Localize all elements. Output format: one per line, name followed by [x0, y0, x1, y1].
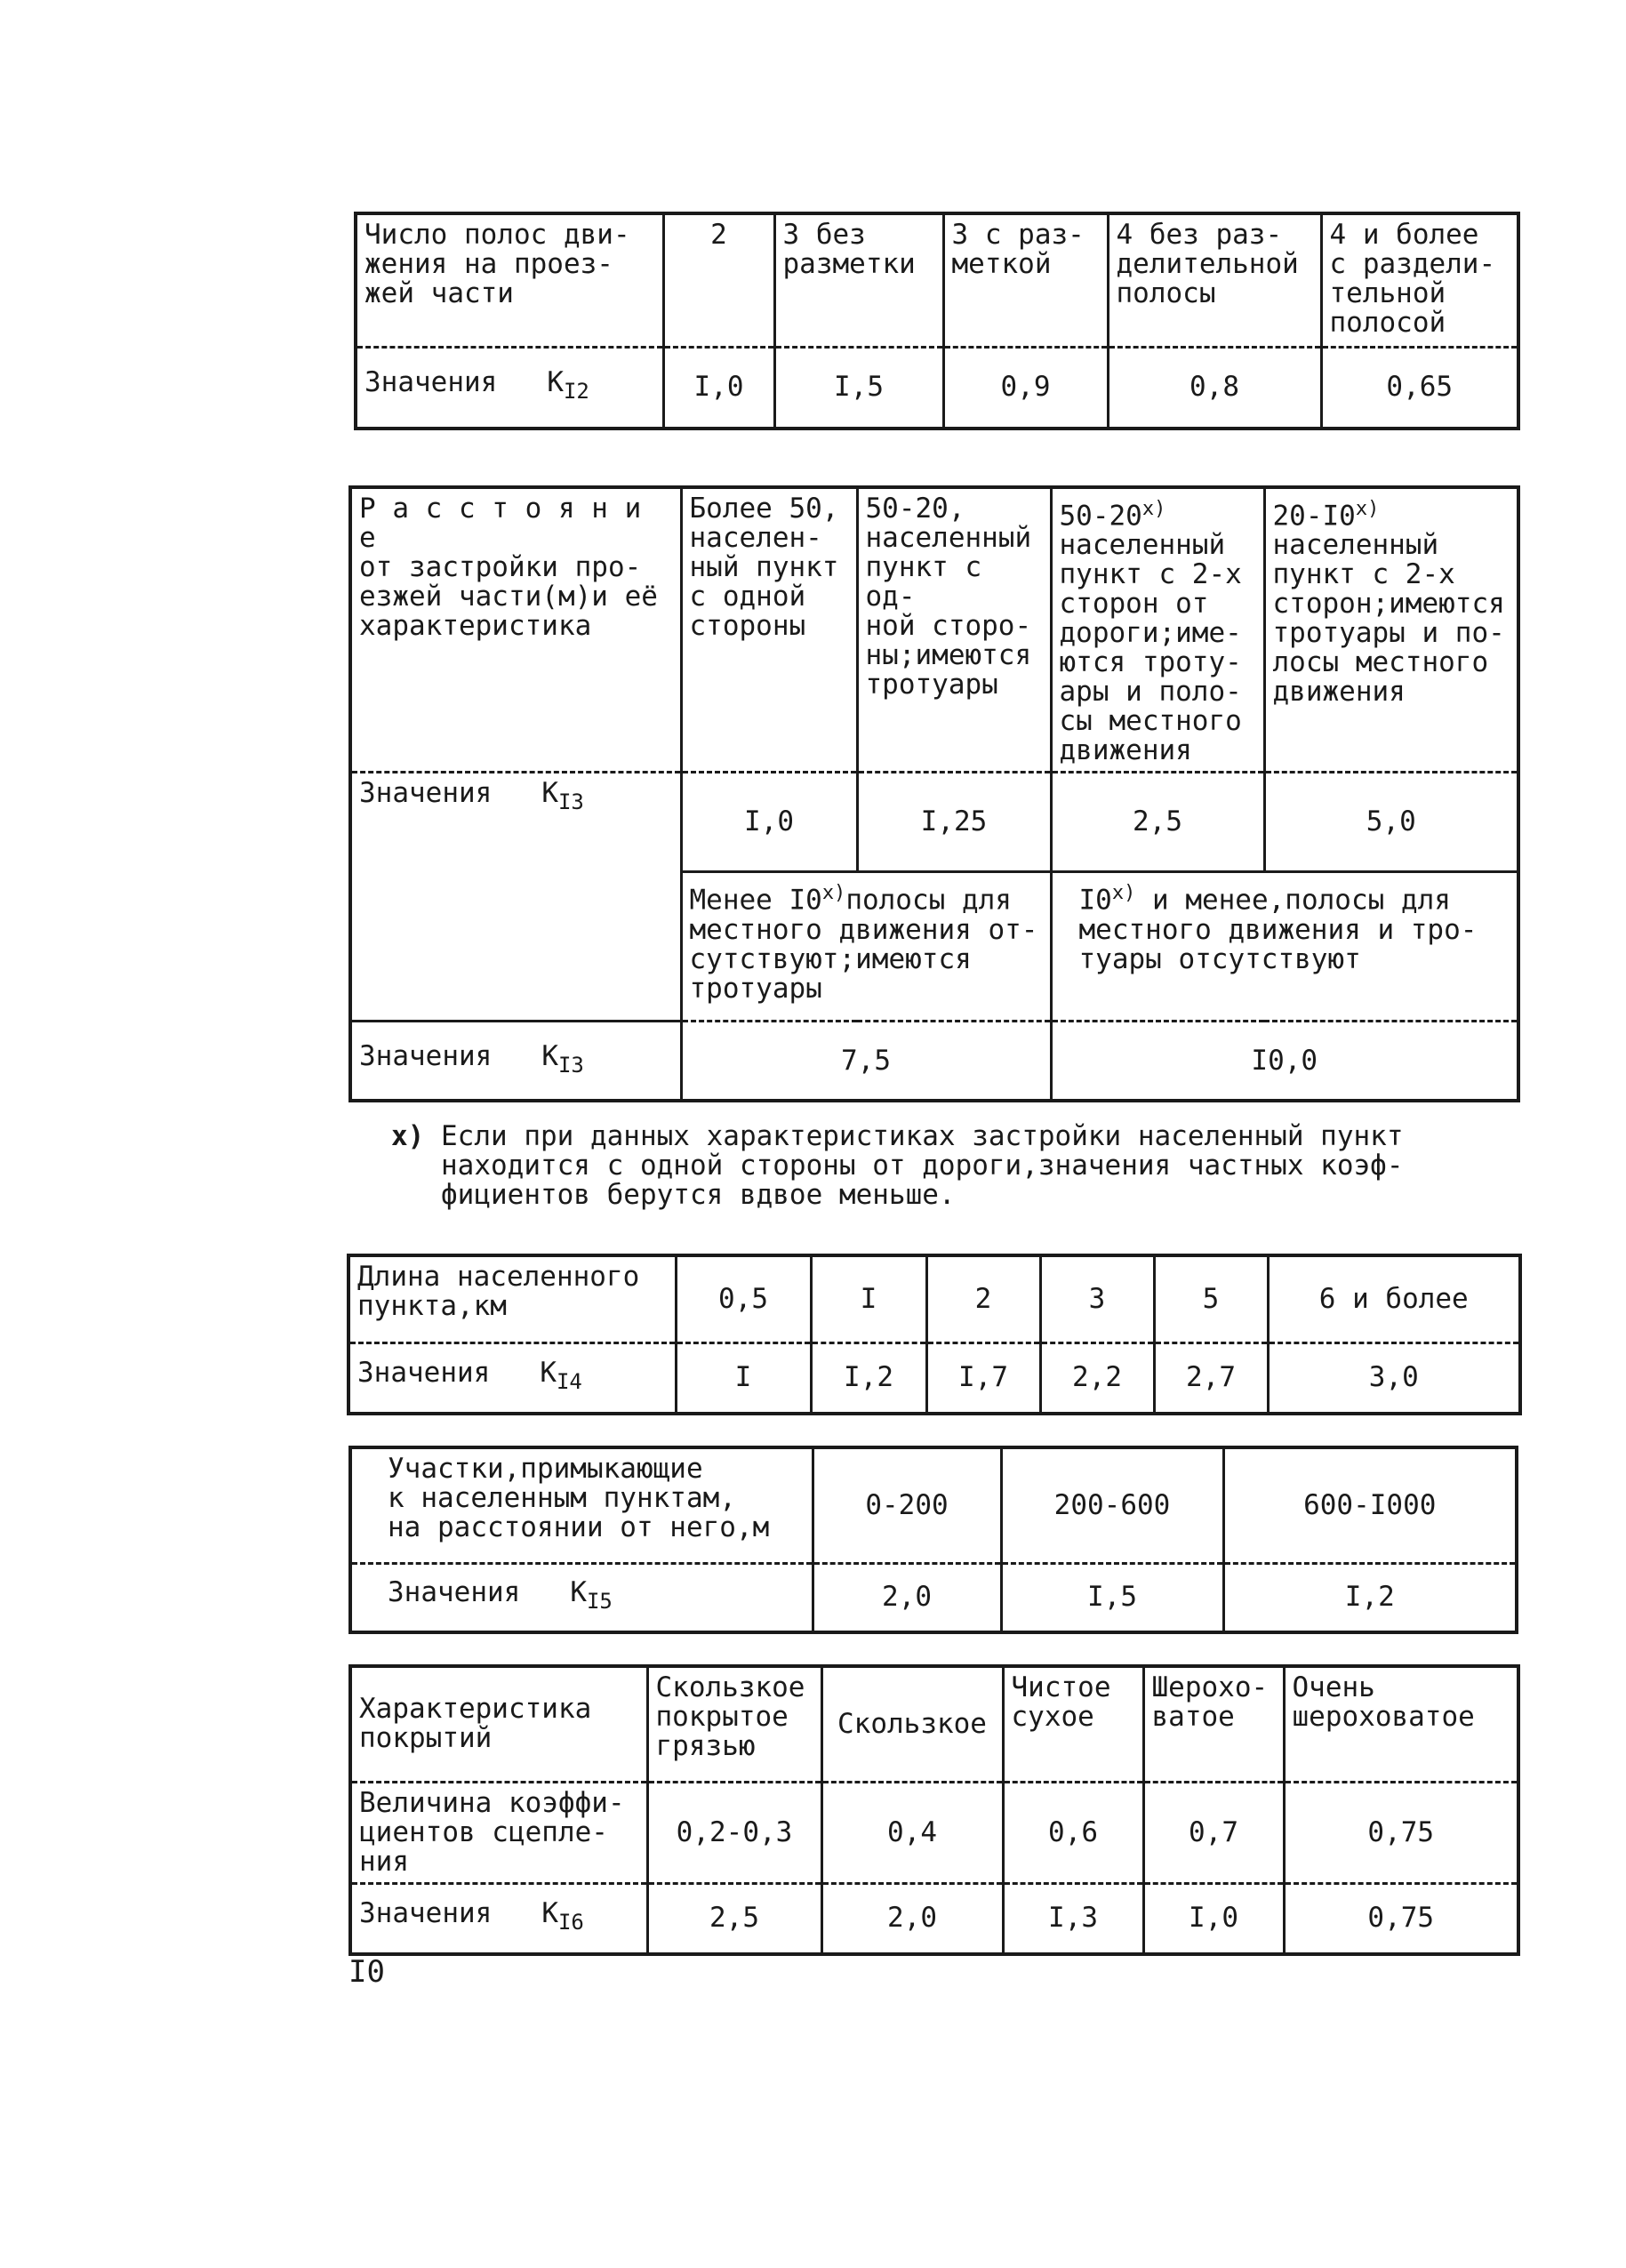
distance-lower-value-2: I0,0 — [1051, 1022, 1518, 1101]
distance-col-3-text: населенный пункт с 2-х сторон от дороги;име- ются троту- ары и поло- сы местного движения — [1059, 529, 1242, 767]
surface-row1-label: Величина коэффи- циентов сцепле- ния — [350, 1782, 647, 1883]
surface-col-1: Скользкое покрытое грязью — [647, 1666, 821, 1782]
lanes-header-label: Число полос дви- жения на проез- жей части — [356, 213, 663, 347]
coef-symbol: K — [540, 1357, 557, 1390]
adjacent-value-2: I,5 — [1001, 1563, 1223, 1632]
row-label-text: Значения — [364, 366, 498, 399]
surface-row2-label — [350, 1883, 647, 1954]
length-header-label: Длина населенного пункта,км — [348, 1255, 676, 1342]
coef-subscript: I3 — [557, 789, 584, 815]
coef-subscript: I4 — [556, 1369, 582, 1395]
lanes-col-4: 4 без раз- делительной полосы — [1108, 213, 1321, 347]
lanes-value-3: 0,9 — [943, 347, 1108, 429]
table-distance — [348, 485, 1520, 1102]
distance-lower-left — [681, 872, 1051, 1022]
surface-row2-value-2: 2,0 — [821, 1883, 1003, 1954]
lanes-col-3: 3 с раз- меткой — [943, 213, 1108, 347]
coef-symbol: K — [570, 1576, 587, 1609]
adjacent-col-1: 0-200 — [813, 1447, 1001, 1563]
distance-row-label — [350, 773, 681, 1022]
surface-row1-value-1: 0,2-0,3 — [647, 1782, 821, 1883]
length-col-2: I — [811, 1255, 926, 1342]
lower-right-text: и менее,полосы для местного движения и тро- туары отсутствуют — [1078, 884, 1478, 975]
lanes-row-label — [356, 347, 663, 429]
table-surface — [348, 1664, 1520, 1956]
surface-row1-value-2: 0,4 — [821, 1782, 1003, 1883]
footnote-text: Если при данных характеристиках застройки населенный пункт находится с одной стороны от дороги,значения частных коэф- фициентов берутся вдвое меньше. — [441, 1120, 1404, 1211]
footnote — [391, 1122, 1511, 1210]
lanes-value-2: I,5 — [774, 347, 943, 429]
lower-left-text: полосы для местного движения от- сутствуют;имеются тротуары — [689, 884, 1038, 1005]
adjacent-col-2: 200-600 — [1001, 1447, 1223, 1563]
distance-col-4-text: населенный пункт с 2-х сторон;имеются тротуары и по- лосы местного движения — [1272, 529, 1505, 709]
distance-header-label: Р а с с т о я н и е от застройки про- езжей части(м)и её характеристика — [350, 487, 681, 773]
length-value-2: I,2 — [811, 1342, 926, 1414]
lanes-value-1: I,0 — [663, 347, 774, 429]
row-label-text: Значения — [359, 1039, 493, 1072]
length-col-1: 0,5 — [676, 1255, 811, 1342]
length-value-6: 3,0 — [1268, 1342, 1520, 1414]
page-number: I0 — [348, 1954, 385, 1990]
row-label-text: Значения — [357, 1357, 491, 1390]
lower-left-range: Менее I0 — [689, 884, 822, 917]
surface-header-label: Характеристика покрытий — [350, 1666, 647, 1782]
surface-row2-value-5: 0,75 — [1284, 1883, 1518, 1954]
surface-row2-value-1: 2,5 — [647, 1883, 821, 1954]
distance-col-2: 50-20, населенный пункт с од- ной сторо- ны;имеются тротуары — [857, 487, 1051, 773]
footnote-ref: x) — [1141, 498, 1166, 520]
row-label-text: Значения — [359, 777, 493, 810]
adjacent-header-label: Участки,примыкающие к населенным пунктам, на расстоянии от него,м — [350, 1447, 813, 1563]
row-label-text: Значения — [359, 1897, 493, 1930]
distance-lower-right — [1051, 872, 1518, 1022]
surface-row2-value-3: I,3 — [1003, 1883, 1143, 1954]
lanes-col-1: 2 — [663, 213, 774, 347]
row-label-text: Значения — [388, 1576, 521, 1609]
surface-row1-value-4: 0,7 — [1143, 1782, 1284, 1883]
adjacent-value-3: I,2 — [1223, 1563, 1517, 1632]
length-col-6: 6 и более — [1268, 1255, 1520, 1342]
coef-subscript: I5 — [586, 1589, 613, 1615]
lanes-value-5: 0,65 — [1321, 347, 1518, 429]
adjacent-row-label — [350, 1563, 813, 1632]
length-col-3: 2 — [926, 1255, 1040, 1342]
table-lanes — [354, 212, 1520, 430]
surface-row1-value-5: 0,75 — [1284, 1782, 1518, 1883]
length-value-4: 2,2 — [1040, 1342, 1154, 1414]
coef-symbol: K — [541, 777, 558, 810]
table-adjacent-sections — [348, 1446, 1518, 1634]
surface-col-4: Шерохо- ватое — [1143, 1666, 1284, 1782]
distance-value-4: 5,0 — [1264, 773, 1518, 872]
footnote-mark: x) — [391, 1120, 425, 1152]
adjacent-col-3: 600-I000 — [1223, 1447, 1517, 1563]
distance-col-3 — [1051, 487, 1264, 773]
surface-col-2: Скользкое — [821, 1666, 1003, 1782]
surface-col-3: Чистое сухое — [1003, 1666, 1143, 1782]
coef-symbol: K — [541, 1897, 558, 1930]
lanes-value-4: 0,8 — [1108, 347, 1321, 429]
coef-symbol: K — [541, 1039, 558, 1072]
distance-col-4-range: 20-I0 — [1272, 500, 1356, 533]
coef-subscript: I2 — [563, 379, 589, 405]
distance-value-3: 2,5 — [1051, 773, 1264, 872]
surface-row1-value-3: 0,6 — [1003, 1782, 1143, 1883]
footnote-ref: x) — [1355, 498, 1380, 520]
length-col-4: 3 — [1040, 1255, 1154, 1342]
distance-value-2: I,25 — [857, 773, 1051, 872]
distance-col-3-range: 50-20 — [1059, 500, 1142, 533]
surface-row2-value-4: I,0 — [1143, 1883, 1284, 1954]
length-value-5: 2,7 — [1154, 1342, 1268, 1414]
distance-row-label-2 — [350, 1022, 681, 1101]
length-row-label — [348, 1342, 676, 1414]
coef-subscript: I6 — [557, 1910, 584, 1935]
footnote-ref: x) — [821, 882, 846, 905]
distance-lower-value-1: 7,5 — [681, 1022, 1051, 1101]
footnote-ref: x) — [1111, 882, 1136, 905]
distance-col-4 — [1264, 487, 1518, 773]
lanes-col-5: 4 и более с раздели- тельной полосой — [1321, 213, 1518, 347]
adjacent-value-1: 2,0 — [813, 1563, 1001, 1632]
length-col-5: 5 — [1154, 1255, 1268, 1342]
length-value-3: I,7 — [926, 1342, 1040, 1414]
table-settlement-length — [347, 1254, 1522, 1415]
coef-symbol: K — [547, 366, 564, 399]
distance-value-1: I,0 — [681, 773, 857, 872]
lower-right-range: I0 — [1078, 884, 1112, 917]
distance-col-1: Более 50, населен- ный пункт с одной стороны — [681, 487, 857, 773]
length-value-1: I — [676, 1342, 811, 1414]
lanes-col-2: 3 без разметки — [774, 213, 943, 347]
surface-col-5: Очень шероховатое — [1284, 1666, 1518, 1782]
coef-subscript: I3 — [557, 1052, 584, 1078]
